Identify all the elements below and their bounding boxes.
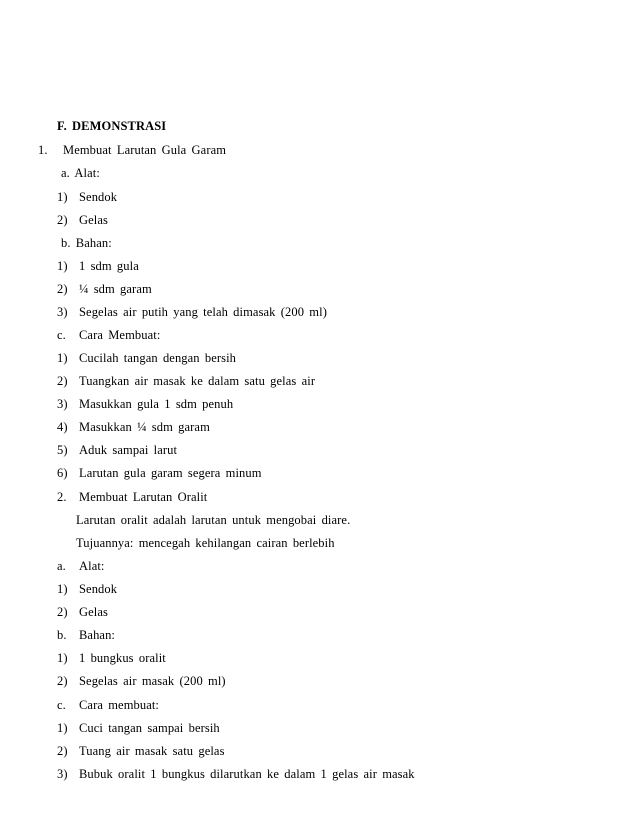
list-item-number: 1) bbox=[57, 582, 68, 596]
part2-title: Membuat Larutan Oralit bbox=[79, 490, 208, 504]
part1-alat-label: a. Alat: bbox=[61, 166, 100, 180]
part2-bahan-number: b. bbox=[57, 628, 67, 642]
part2-alat-number: a. bbox=[57, 559, 66, 573]
list-item-number: 1) bbox=[57, 651, 68, 665]
part1-title-number: 1. bbox=[38, 143, 48, 157]
list-item: Bubuk oralit 1 bungkus dilarutkan ke dalam 1 gelas air masak bbox=[79, 767, 415, 781]
list-item-number: 2) bbox=[57, 605, 68, 619]
list-item-number: 1) bbox=[57, 259, 68, 273]
list-item-number: 3) bbox=[57, 397, 68, 411]
list-item: Tuangkan air masak ke dalam satu gelas air bbox=[79, 374, 316, 388]
list-item-number: 2) bbox=[57, 213, 68, 227]
list-item: 1 sdm gula bbox=[79, 259, 139, 273]
list-item: Masukkan gula 1 sdm penuh bbox=[79, 397, 234, 411]
list-item-number: 6) bbox=[57, 466, 68, 480]
part1-cara-number: c. bbox=[57, 328, 66, 342]
list-item: Larutan gula garam segera minum bbox=[79, 466, 262, 480]
list-item-number: 2) bbox=[57, 744, 68, 758]
part2-cara-number: c. bbox=[57, 698, 66, 712]
part2-bahan-label: Bahan: bbox=[79, 628, 116, 642]
list-item-number: 1) bbox=[57, 721, 68, 735]
list-item: Sendok bbox=[79, 190, 118, 204]
list-item: Tuang air masak satu gelas bbox=[79, 744, 225, 758]
section-title: F. DEMONSTRASI bbox=[57, 119, 167, 133]
list-item: Cucilah tangan dengan bersih bbox=[79, 351, 237, 365]
part2-title-number: 2. bbox=[57, 490, 67, 504]
list-item-number: 5) bbox=[57, 443, 68, 457]
part1-cara-label: Cara Membuat: bbox=[79, 328, 161, 342]
list-item-number: 3) bbox=[57, 305, 68, 319]
list-item-number: 3) bbox=[57, 767, 68, 781]
list-item-number: 2) bbox=[57, 674, 68, 688]
list-item-number: 4) bbox=[57, 420, 68, 434]
list-item: Masukkan ¼ sdm garam bbox=[79, 420, 210, 434]
list-item: Sendok bbox=[79, 582, 118, 596]
list-item-number: 1) bbox=[57, 190, 68, 204]
part1-bahan-label: b. Bahan: bbox=[61, 236, 112, 250]
part2-cara-label: Cara membuat: bbox=[79, 698, 160, 712]
list-item-number: 2) bbox=[57, 374, 68, 388]
list-item: Segelas air masak (200 ml) bbox=[79, 674, 226, 688]
list-item: Gelas bbox=[79, 213, 108, 227]
part2-alat-label: Alat: bbox=[79, 559, 105, 573]
list-item: Gelas bbox=[79, 605, 108, 619]
list-item: Aduk sampai larut bbox=[79, 443, 178, 457]
list-item: ¼ sdm garam bbox=[79, 282, 152, 296]
list-item-number: 2) bbox=[57, 282, 68, 296]
part2-purpose: Tujuannya: mencegah kehilangan cairan berlebih bbox=[76, 536, 335, 550]
list-item-number: 1) bbox=[57, 351, 68, 365]
part1-title: Membuat Larutan Gula Garam bbox=[63, 143, 227, 157]
list-item: 1 bungkus oralit bbox=[79, 651, 166, 665]
part2-description: Larutan oralit adalah larutan untuk mengobai diare. bbox=[76, 513, 351, 527]
list-item: Cuci tangan sampai bersih bbox=[79, 721, 220, 735]
list-item: Segelas air putih yang telah dimasak (200 ml) bbox=[79, 305, 327, 319]
